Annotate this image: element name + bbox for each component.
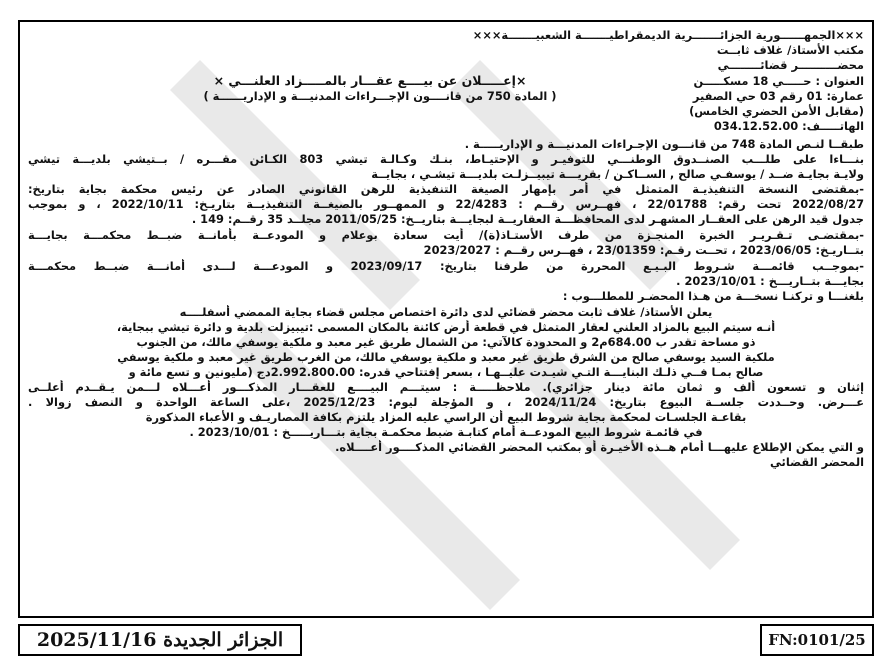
- signature-label: المحضر القضائي: [770, 455, 864, 469]
- legal-notice: [18, 20, 874, 618]
- requester-line-2: ولايـة بجايـة ضــد / يوسفـي صالح , الســاكـن / بقريـــة تيبيــزلـت بلديـــة تيشـي ، بجايــة: [371, 167, 864, 181]
- price-words-line: إثنان و تسعون ألف و ثمان مائة دينار جزائري). ملاحظـــــة : سيتـــم البيــــع للعقـــار المذكـــور أعـــلاه لـــمن يـقــدم أعلــى: [28, 380, 864, 394]
- office-role: محضــــــــــر قضائــــــــي: [717, 58, 864, 72]
- address-line: العنوان : حـــــي 18 مسكـــــن: [693, 74, 864, 88]
- legal-basis: طبقــا لنـص المادة 748 من قانـــون الإجـراءات المدنيـــة و الإداريـــــة .: [464, 137, 864, 151]
- phone-line: الهاتـــــف: 034.12.52.00: [713, 119, 864, 133]
- enforcement-line-3: جدول قيد الرهن على العقــار المشهـر لدى المحافظـــة العقاريــة لبجايـــة بتاريــخ: 2011/05/25 مجلــد 35 رقــم: 149 .: [191, 212, 864, 226]
- property-line-1: أنـه سيتم البيع بالمزاد العلني لعقار المتمثل في قطعة أرض كائنة بالمكان المسمى :تيبيزلت بلدية و دائرة تيشي ببجاية،: [116, 320, 776, 334]
- property-line-2: ذو مساحة تقدر ب 684.00م2 و المحدودة كالآتي: من الشمال طريق غير معبد و ملكية يوسفي مالك، من الجنوب: [136, 335, 756, 349]
- article-reference: ( المادة 750 من قانــــون الإجـــراءات المدنيـــة و الإداريــــــة ): [203, 89, 557, 103]
- enforcement-line-2: 2022/08/27 تحت رقم: 22/01788 ، فهــرس رقــم : 22/4283 و الممهــور بالصيغــة التنفيذيــة بتاريـخ: 2022/10/11 ، و بموجب: [28, 197, 864, 211]
- property-line-3: ملكية السيد يوسفي صالح من الشرق طريق غير معبد و ملكية يوسفي مالك، من الغرب طريق غير معبد و ملكية يوسفي: [117, 350, 775, 364]
- office-name: مكتب الأستاذ/ غلاف ثابــت: [716, 43, 864, 57]
- announcement-title: ×إعـــــلان عن بيــــع عقـــار بالمـــــزاد العلنـــي ×: [213, 74, 527, 88]
- announcement-intro: يعلن الأستاذ/ غلاف ثابت محضر قضائي لدى دائرة اختصاص مجلس قضاء بجاية الممضي أسفلــــه: [179, 305, 713, 319]
- consultation-line: و التي يمكن الإطلاع عليهـــا أمام هــذه الأخيـرة أو بمكتب المحضر القضائي المذكــــور أعــــلاه.: [335, 440, 864, 454]
- conditions-line-2: بجايـــة بتــاريـــخ : 2023/10/01 .: [676, 274, 864, 288]
- building-line: عمارة: 01 رقم 03 حي الصفير: [692, 89, 864, 103]
- newspaper-date-box: [18, 624, 302, 656]
- reference-number: FN:0101/25: [768, 631, 866, 649]
- session-date-line: عـــرض. وحــددت جلســة البيوع بتاريخ: 2024/11/24 ، و المؤجلة ليوم: 2025/12/23 ،على الساعة الواحدة و النصف زوالا .: [28, 395, 864, 409]
- conditions-line-1: -بموجــب قائمـــة شـروط البـيـع المحررة من طرفنا بتاريخ: 2023/09/17 و المودعـــة لـــدى أمانـــة ضبــط محكمـــة: [28, 259, 864, 273]
- landmark-line: (مقابل الأمن الحضري الخامس): [689, 104, 864, 118]
- notification-line: بلغنـــا و تركنـا نسخـــة من هـذا المحضـر للمطلـــوب :: [562, 289, 864, 303]
- enforcement-line-1: -بمقتضى النسخة التنفيذيـة المتمثل في أمر بإمهار الصيغة التنفيذية للرهن القانوني الصادر عن رئيس محكمة بجاية بتاريخ:: [28, 182, 864, 196]
- expertise-line-2: بتــاريـخ: 2023/06/05 ، تحــت رقـم: 23/01359 ، فهــرس رقــم : 2023/2027: [423, 243, 864, 257]
- costs-line: بقاعـة الجلسـات لمحكمة بجاية شروط البيع أن الراسي عليه المزاد يلتزم بكافة المصاريـف و الأعباء المذكورة: [145, 410, 747, 424]
- newspaper-date: الجزائر الجديدة 2025/11/16: [36, 629, 284, 651]
- price-line: صالح بمـا فــي ذلـك البنايـــة التـي شيـدت عليــهـا ، بسعر إفتتاحي قدره: 2.992.800.00دج (مليونين و تسع مائة و: [128, 365, 764, 379]
- requester-line-1: بنـــاءا على طلـــب الصنــدوق الوطنـــي للتوفيـر و الإحتيـاط، بنـك وكـالـة تيشي 803 الكـائن مقـــره / بــتيشي بلديـــة تيشي: [28, 152, 864, 166]
- republic-title: ×××الجمهــــــورية الجزائـــــــرية الديمقراطيـــــــة الشعبيـــــــة×××: [472, 28, 864, 42]
- expertise-line-1: -بمقتضـى تـقـريـر الخبرة المنجـزة من طرف الأستـاذ(ة)/ أيت سعادة بوعلام و المودعــة بأمانــة ضبــط محكمـــة بجايـــة: [28, 228, 864, 242]
- deposit-line: في قائمـة شروط البيع المودعــة أمام كتابـة ضبط محكمـة بجاية بتـــاريـــــخ : 2023/10/01 .: [189, 425, 703, 439]
- reference-box: [760, 624, 874, 656]
